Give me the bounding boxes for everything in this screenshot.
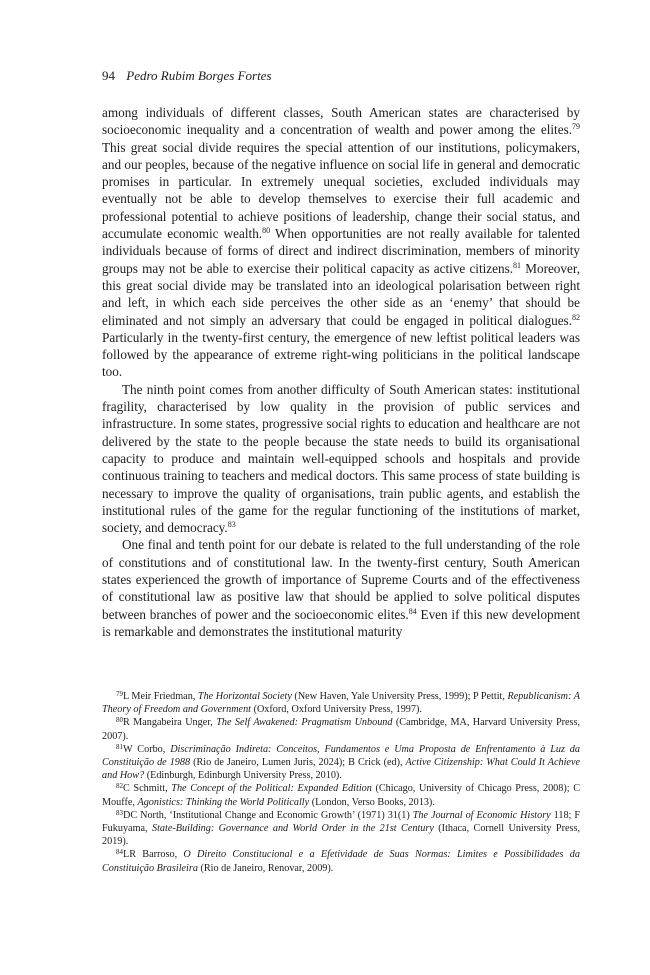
footnote-ref-79[interactable]: 79 (572, 122, 580, 132)
footnote-title: The Self Awakened: Pragmatism Unbound (216, 717, 393, 729)
footnote-title: Agonistics: Thinking the World Politically (137, 796, 310, 808)
footnote-81 (102, 743, 580, 783)
paragraph-1-text-5: Particularly in the twenty-first century, the emergence of new leftist political leaders was followed by the appearance of extreme right-wing politicians in the political landscape too. (102, 329, 580, 380)
main-text (102, 104, 580, 640)
footnote-text: R Mangabeira Unger, (123, 717, 217, 729)
footnote-80 (102, 716, 580, 742)
paragraph-1-text-1: among individuals of different classes, South American states are characterised by socioeconomic inequality and a concentration of wealth and power among the elites. (102, 105, 580, 138)
footnote-82 (102, 782, 580, 808)
footnote-text: C Schmitt, (123, 783, 172, 795)
paragraph-2-text-1: The ninth point comes from another difficulty of South American states: institutional fragility, characterised by low quality in the provision of public services and infrastructure. In some states, progressive social rights to education and healthcare are not delivered by the state to the people because the state needs to build its organisational capacity to produce and maintain well-equipped schools and hospitals and provide continuous training to teachers and medical doctors. This same process of state building is necessary to improve the quality of organisations, train public agents, and establish the institutional rules of the game for the regular functioning of the institutions of market, society, and democracy. (102, 381, 580, 536)
footnote-number: 83 (116, 808, 123, 817)
paragraph-3-text-2: Even if this new development is remarkable and demonstrates the institutional maturity (102, 606, 580, 639)
footnote-text: LR Barroso, (123, 849, 184, 861)
footnote-ref-82[interactable]: 82 (572, 312, 580, 322)
running-head-author: Pedro Rubim Borges Fortes (126, 68, 272, 83)
footnote-title: State-Building: Governance and World Order in the 21st Century (151, 823, 434, 835)
footnote-number: 79 (116, 690, 123, 698)
footnote-text: 118; F Fukuyama, (102, 809, 580, 835)
footnote-text: DC North, ‘Institutional Change and Economic Growth’ (1971) 31(1) (123, 809, 413, 821)
footnote-text: (Cambridge, MA, Harvard University Press, 2007). (102, 717, 581, 742)
footnote-ref-80[interactable]: 80 (262, 226, 271, 236)
footnote-title: Discriminação Indireta: Conceitos, Fundamentos e Uma Proposta de Enfrentamento à Luz da Constituição de 1988 (102, 743, 580, 769)
footnote-title: O Direito Constitucional e a Efetividade de Suas Normas: Limites e Possibilidades da Constituição Brasileira (102, 849, 580, 874)
paragraph-1 (102, 104, 580, 381)
footnote-number: 84 (116, 848, 123, 857)
footnote-ref-84[interactable]: 84 (408, 606, 417, 616)
paragraph-3 (102, 536, 580, 640)
footnote-83 (102, 809, 580, 849)
footnote-number: 82 (116, 782, 123, 791)
footnote-ref-83[interactable]: 83 (227, 520, 236, 530)
footnote-text: (Ithaca, Cornell University Press, 2019). (102, 823, 580, 848)
page-number: 94 (102, 68, 115, 83)
footnote-number: 81 (116, 742, 123, 751)
paragraph-1-text-4: Moreover, this great social divide may be translated into an ideological polarisation between right and left, in which each side perceives the other side as an ‘enemy’ that should be eliminated and not simply an adversary that could be engaged in political dialogues. (102, 260, 581, 328)
footnote-title: The Journal of Economic History (412, 809, 551, 821)
footnotes (102, 690, 580, 875)
footnote-text: (Rio de Janeiro, Renovar, 2009). (197, 862, 334, 874)
footnote-title: The Horizontal Society (197, 691, 292, 702)
footnote-text: (Edinburgh, Edinburgh University Press, 2010). (144, 770, 342, 782)
footnote-84 (102, 848, 580, 874)
footnote-text: (Rio de Janeiro, Lumen Juris, 2024); B Crick (ed), (190, 757, 406, 769)
footnote-text: (London, Verso Books, 2013). (309, 796, 435, 808)
paragraph-1-text-3: When opportunities are not really available for talented individuals because of forms of direct and indirect discrimination, members of minority groups may not be able to exercise their political capacity as active citizens. (102, 226, 580, 276)
footnote-text: L Meir Friedman, (123, 691, 198, 702)
footnote-text: (Oxford, Oxford University Press, 1997). (251, 704, 422, 716)
footnote-text: W Corbo, (123, 743, 171, 755)
footnote-text: (New Haven, Yale University Press, 1999); P Pettit, (291, 691, 508, 702)
footnote-title: Republicanism: A Theory of Freedom and Government (102, 691, 581, 716)
paragraph-1-text-2: This great social divide requires the special attention of our institutions, policymakers, and our peoples, because of the negative influence on social life in general and democratic promises in particular. In extremely unequal societies, excluded individuals may eventually not be able to develop themselves to exercise their full academic and professional potential to achieve positions of leadership, change their social status, and accumulate economic wealth. (102, 139, 580, 242)
footnote-ref-81[interactable]: 81 (513, 260, 522, 270)
footnote-title: The Concept of the Political: Expanded Edition (171, 783, 372, 795)
footnote-title: Active Citizenship: What Could It Achieve and How? (102, 757, 580, 782)
running-head (102, 68, 272, 84)
footnote-number: 80 (116, 716, 123, 725)
paragraph-3-text-1: One final and tenth point for our debate is related to the full understanding of the role of constitutions and of constitutional law. In the twenty-first century, South American states experienced the growth of importance of Supreme Courts and of the effectiveness of constitutional law as positive law that should be applied to solve political disputes between branches of power and the socioeconomic elites. (102, 537, 580, 622)
paragraph-2 (102, 381, 580, 537)
footnote-79 (102, 690, 580, 716)
footnote-text: (Chicago, University of Chicago Press, 2008); C Mouffe, (102, 783, 580, 808)
